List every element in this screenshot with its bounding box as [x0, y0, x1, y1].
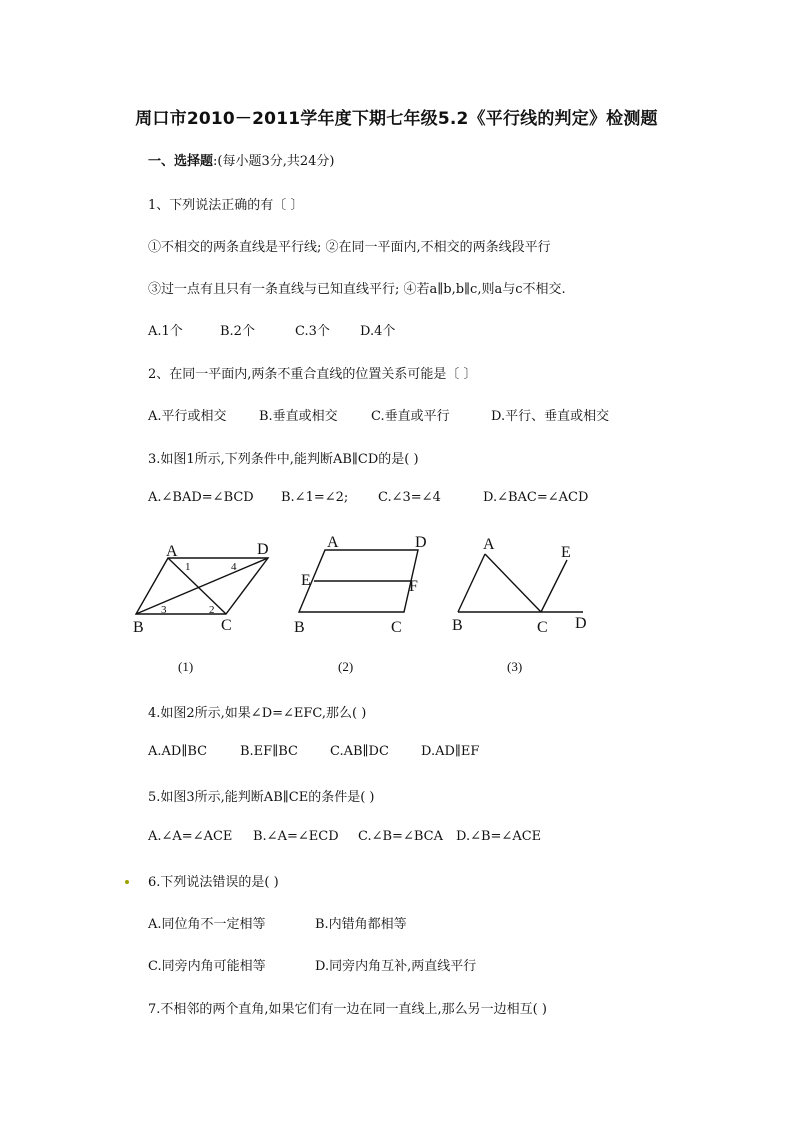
question-2-option-c: C.垂直或平行 — [371, 409, 450, 424]
question-5-stem: 5.如图3所示,能判断AB∥CE的条件是( ) — [148, 790, 375, 805]
question-1-option-c: C.3个 — [295, 324, 330, 339]
question-4-option-b: B.EF∥BC — [240, 744, 298, 759]
question-1-option-d: D.4个 — [360, 324, 396, 339]
question-1-statements-a: ①不相交的两条直线是平行线; ②在同一平面内,不相交的两条线段平行 — [148, 240, 551, 255]
section-heading-label: 一、选择题 — [148, 154, 214, 169]
figure-1 — [136, 558, 268, 614]
figure-1-label-b: B — [133, 619, 144, 636]
question-3-option-b: B.∠1=∠2; — [281, 490, 349, 505]
question-3-option-a: A.∠BAD=∠BCD — [148, 490, 254, 505]
question-1-stem: 1、下列说法正确的有〔 〕 — [148, 198, 304, 213]
figure-1-angle-1: 1 — [185, 561, 191, 573]
figure-2-label-b: B — [294, 619, 305, 636]
section-heading — [148, 150, 335, 169]
question-1-option-b: B.2个 — [220, 324, 255, 339]
question-6-option-d: D.同旁内角互补,两直线平行 — [315, 959, 477, 974]
question-1-option-a: A.1个 — [148, 324, 183, 339]
figure-1-label-a: A — [166, 543, 178, 560]
figure-3-label-e: E — [561, 544, 571, 561]
question-6-stem: 6.下列说法错误的是( ) — [148, 875, 279, 890]
figure-1-angle-4: 4 — [231, 561, 237, 573]
question-4-stem: 4.如图2所示,如果∠D=∠EFC,那么( ) — [148, 706, 367, 721]
question-7-stem: 7.不相邻的两个直角,如果它们有一边在同一直线上,那么另一边相互( ) — [148, 1002, 547, 1017]
figure-1-diagonal-ac — [168, 558, 226, 614]
figure-1-diagonal-bd — [136, 558, 268, 614]
question-2-option-a: A.平行或相交 — [148, 409, 227, 424]
figure-2 — [299, 550, 418, 612]
question-6-option-c: C.同旁内角可能相等 — [148, 959, 266, 974]
margin-dot — [125, 880, 129, 884]
question-5-option-b: B.∠A=∠ECD — [253, 829, 339, 844]
figure-2-label-d: D — [415, 534, 427, 551]
question-5-option-a: A.∠A=∠ACE — [148, 829, 233, 844]
figure-3-segment-ac — [485, 554, 541, 612]
question-2-option-d: D.平行、垂直或相交 — [491, 409, 610, 424]
figure-1-label-c: C — [221, 617, 232, 634]
section-heading-note: :(每小题3分,共24分) — [213, 154, 335, 169]
question-2-option-b: B.垂直或相交 — [259, 409, 338, 424]
figure-3 — [458, 554, 583, 612]
figure-1-angle-2: 2 — [209, 604, 215, 616]
figure-3-label-d: D — [575, 615, 587, 632]
geometry-figures — [0, 528, 793, 678]
page-title: 周口市2010－2011学年度下期七年级5.2《平行线的判定》检测题 — [135, 109, 658, 129]
question-3-stem: 3.如图1所示,下列条件中,能判断AB∥CD的是( ) — [148, 452, 419, 467]
figure-2-label-a: A — [327, 534, 339, 551]
figure-1-label-d: D — [257, 541, 269, 558]
question-6-option-b: B.内错角都相等 — [315, 917, 407, 932]
figure-3-caption: (3) — [507, 659, 523, 674]
figure-3-ray-ce — [541, 560, 567, 612]
figure-3-label-b: B — [452, 617, 463, 634]
question-6-option-a: A.同位角不一定相等 — [148, 917, 266, 932]
figure-1-caption: (1) — [178, 659, 194, 674]
question-3-option-d: D.∠BAC=∠ACD — [483, 490, 589, 505]
figure-1-angle-3: 3 — [161, 604, 167, 616]
figure-3-segment-ab — [458, 554, 485, 612]
question-2-stem: 2、在同一平面内,两条不重合直线的位置关系可能是〔 〕 — [148, 367, 477, 382]
figure-2-caption: (2) — [338, 659, 354, 674]
question-1-statements-b: ③过一点有且只有一条直线与已知直线平行; ④若a∥b,b∥c,则a与c不相交. — [148, 282, 566, 297]
question-5-option-d: D.∠B=∠ACE — [456, 829, 542, 844]
figure-3-label-a: A — [483, 536, 495, 553]
figure-2-label-c: C — [391, 619, 402, 636]
question-4-option-a: A.AD∥BC — [148, 744, 208, 759]
figure-2-label-e: E — [301, 572, 311, 589]
question-4-option-d: D.AD∥EF — [421, 744, 480, 759]
question-4-option-c: C.AB∥DC — [330, 744, 389, 759]
figure-2-label-f: F — [409, 578, 418, 595]
figure-3-label-c: C — [537, 619, 548, 636]
question-3-option-c: C.∠3=∠4 — [378, 490, 441, 505]
question-5-option-c: C.∠B=∠BCA — [358, 829, 443, 844]
